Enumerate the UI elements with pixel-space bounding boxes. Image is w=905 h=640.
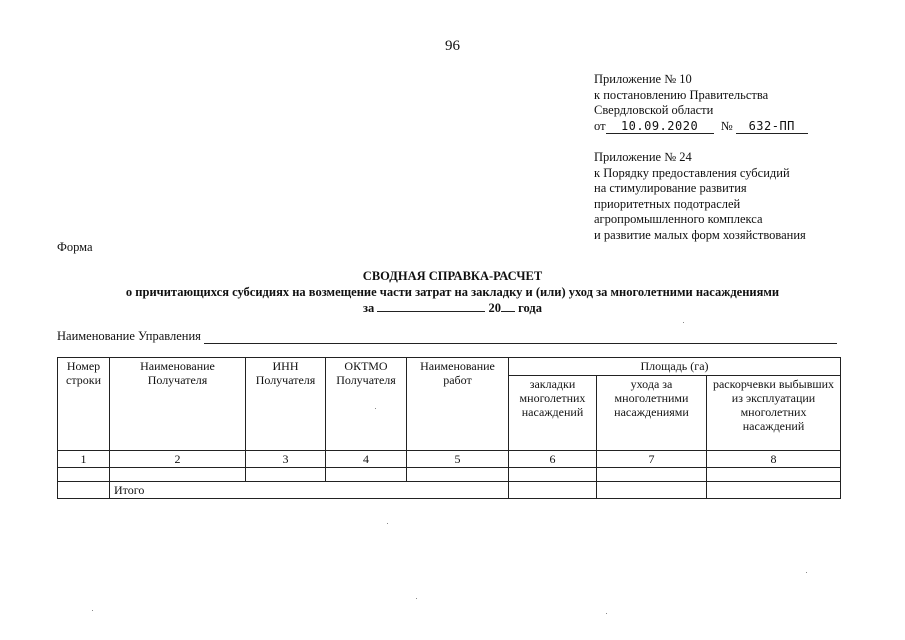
table-cell[interactable] [110,468,246,482]
total-row [58,482,841,499]
document-title: СВОДНАЯ СПРАВКА-РАСЧЕТ [362,269,543,283]
column-number: 6 [509,451,597,468]
subsidy-table [57,357,841,499]
column-number: 8 [707,451,841,468]
year-blank[interactable] [501,300,515,312]
year-suffix: года [518,301,542,315]
column-number-row [58,451,841,468]
header-planting: закладки многолетних насаждений [509,376,597,451]
table-cell[interactable] [707,482,841,499]
period-prefix: за [363,301,375,315]
table-cell[interactable] [597,482,707,499]
management-label: Наименование Управления [57,329,201,343]
management-blank[interactable] [204,331,837,344]
header-oktmo: ОКТМО Получателя [326,358,407,451]
appendix-line: Свердловской области [594,103,714,117]
header-work-name: Наименование работ [407,358,509,451]
document-subtitle: о причитающихся субсидиях на возмещение части затрат на закладку и (или) уход за многолетними насаждениями [125,285,780,299]
table-cell[interactable] [509,468,597,482]
scan-speck [387,523,388,524]
scan-speck [416,598,417,599]
header-row-number: Номер строки [58,358,110,451]
column-number: 2 [110,451,246,468]
scan-speck [806,572,807,573]
number-label: № [720,118,733,133]
scan-speck [375,408,376,409]
column-number: 7 [597,451,707,468]
table-cell[interactable] [246,468,326,482]
total-label: Итого [110,482,509,499]
table-cell[interactable] [58,468,110,482]
header-uprooting: раскорчевки выбывших из эксплуатации многолетних насаждений [707,376,841,451]
appendix-line: к постановлению Правительства [594,87,769,102]
header-recipient-name: Наименование Получателя [110,358,246,451]
appendix-block-procedure [594,150,806,243]
header-area: Площадь (га) [509,358,841,376]
appendix-line: к Порядку предоставления субсидий [594,165,790,180]
table-cell[interactable] [597,468,707,482]
form-label: Форма [57,240,93,254]
page-number: 96 [445,38,460,54]
table-cell[interactable] [326,468,407,482]
appendix-block-decree [594,72,808,134]
appendix-line: на стимулирование развития [594,181,747,195]
table-cell[interactable] [407,468,509,482]
appendix-line: Приложение № 10 [594,72,692,86]
scan-speck [92,610,93,611]
column-number: 5 [407,451,509,468]
table-cell[interactable] [707,468,841,482]
column-number: 3 [246,451,326,468]
table-cell[interactable] [58,482,110,499]
appendix-line: агропромышленного комплекса [594,212,763,226]
appendix-line: и развитие малых форм хозяйствования [594,227,806,242]
header-care: ухода за многолетними насаждениями [597,376,707,451]
scan-speck [683,322,684,323]
year-prefix: 20 [488,301,502,315]
decree-date: 10.09.2020 [606,120,714,134]
scan-speck [606,613,607,614]
header-inn: ИНН Получателя [246,358,326,451]
column-number: 4 [326,451,407,468]
from-label: от [594,118,606,133]
table-row [58,468,841,482]
period-blank[interactable] [377,300,485,312]
period-line [0,300,905,316]
appendix-line: Приложение № 24 [594,150,692,164]
column-number: 1 [58,451,110,468]
decree-number: 632-ПП [736,120,808,134]
appendix-line: приоритетных подотраслей [594,196,741,211]
table-cell[interactable] [509,482,597,499]
appendix-date-line [594,119,808,135]
management-line [57,329,837,344]
